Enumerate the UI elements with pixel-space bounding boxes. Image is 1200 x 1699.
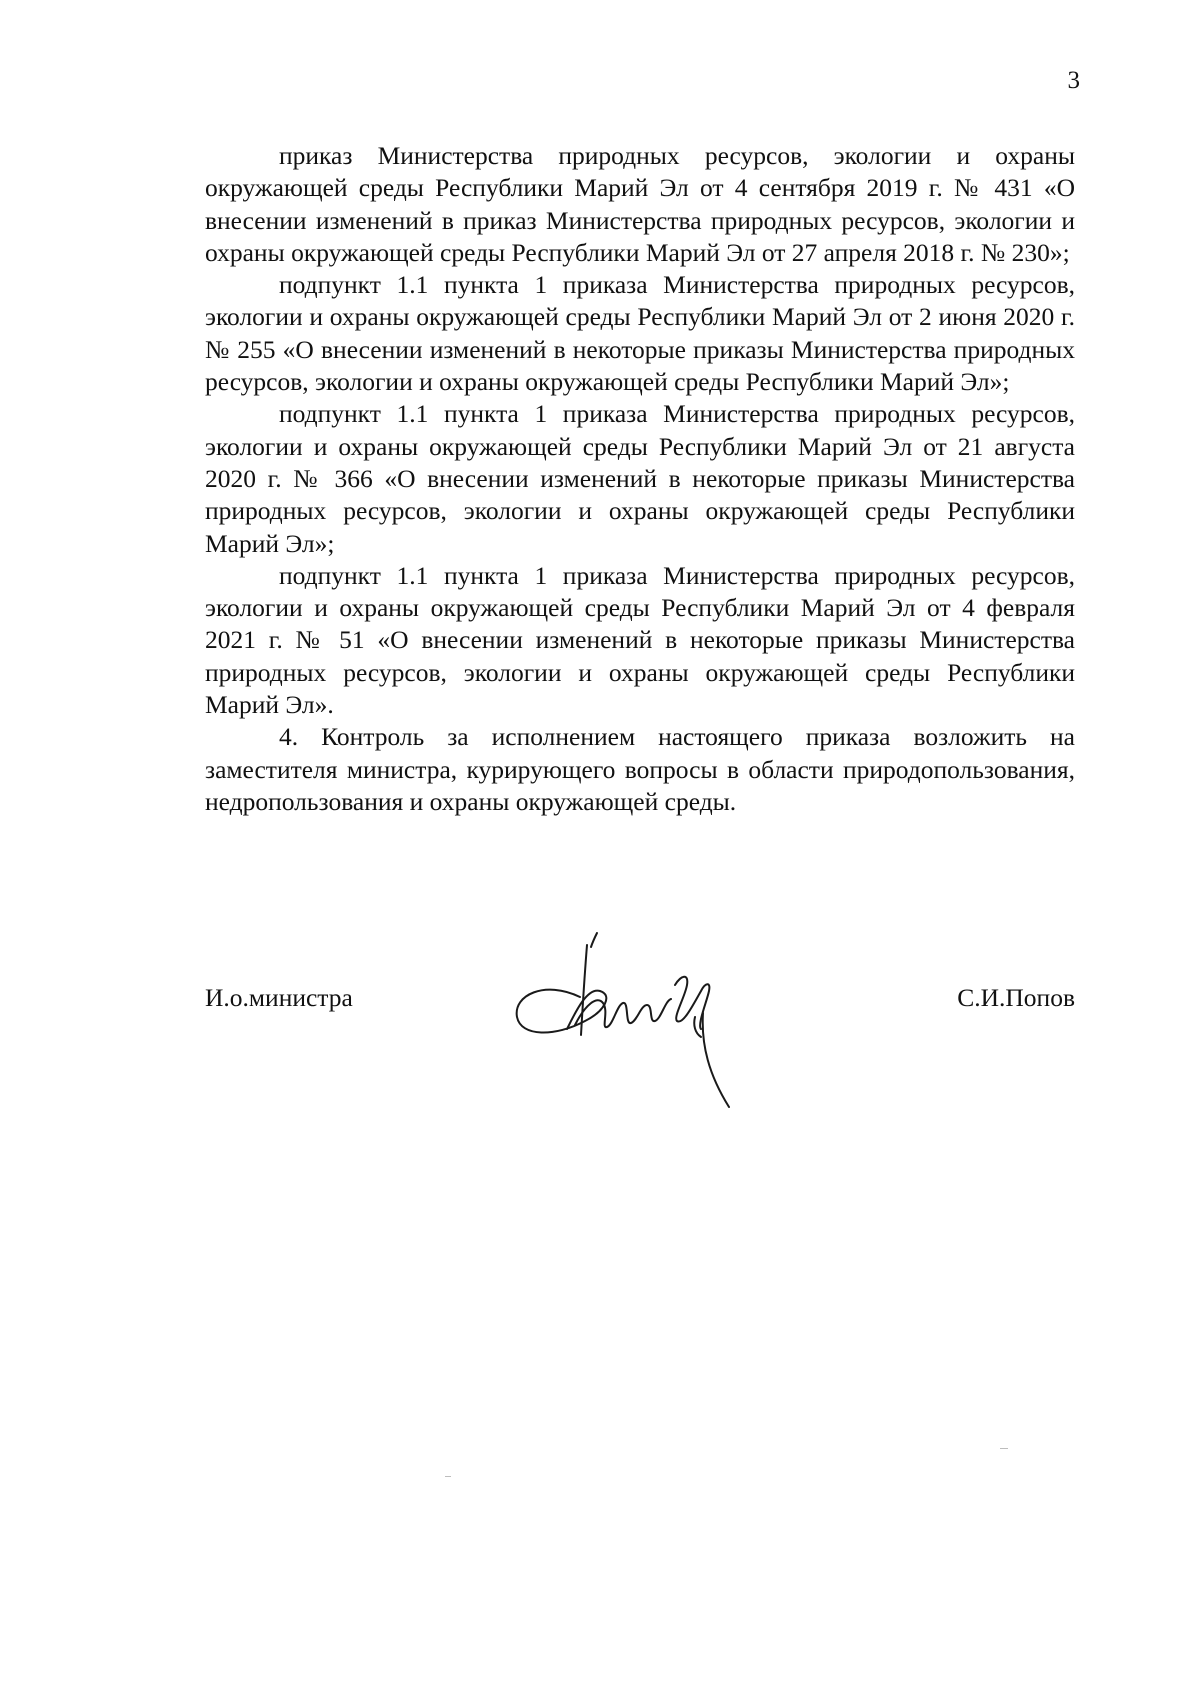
paragraph-order-2019: приказ Министерства природных ресурсов, экологии и охраны окружающей среды Республики Марий Эл от 4 сентября 2019 г. № 431 «О внесении изменений в приказ Министерства природных ресурсов, экологии и охраны окружающей среды Республики Марий Эл от 27 апреля 2018 г. № 230»; (205, 141, 1075, 267)
scan-artifact (445, 1476, 451, 1477)
page-number: 3 (1067, 67, 1080, 94)
paragraph-subpoint-2021-february: подпункт 1.1 пункта 1 приказа Министерства природных ресурсов, экологии и охраны окружающей среды Республики Марий Эл от 4 февраля 2021 г. № 51 «О внесении изменений в некоторые приказы Министерства природных ресурсов, экологии и охраны окружающей среды Республики Марий Эл». (205, 560, 1075, 720)
document-body (205, 140, 1075, 818)
signatory-role: И.о.министра (205, 983, 353, 1012)
handwritten-signature (505, 925, 765, 1125)
paragraph-subpoint-2020-august: подпункт 1.1 пункта 1 приказа Министерства природных ресурсов, экологии и охраны окружающей среды Республики Марий Эл от 21 августа 2020 г. № 366 «О внесении изменений в некоторые приказы Министерства природных ресурсов, экологии и охраны окружающей среды Республики Марий Эл»; (205, 399, 1075, 558)
scan-artifact (1000, 1448, 1008, 1449)
signatory-name: С.И.Попов (957, 983, 1075, 1012)
paragraph-subpoint-2020-june: подпункт 1.1 пункта 1 приказа Министерства природных ресурсов, экологии и охраны окружающей среды Республики Марий Эл от 2 июня 2020 г. № 255 «О внесении изменений в некоторые приказы Министерства природных ресурсов, экологии и охраны окружающей среды Республики Марий Эл»; (205, 270, 1075, 397)
paragraph-control-clause: 4. Контроль за исполнением настоящего приказа возложить на заместителя министра, курирующего вопросы в области природопользования, недропользования и охраны окружающей среды. (205, 722, 1075, 816)
